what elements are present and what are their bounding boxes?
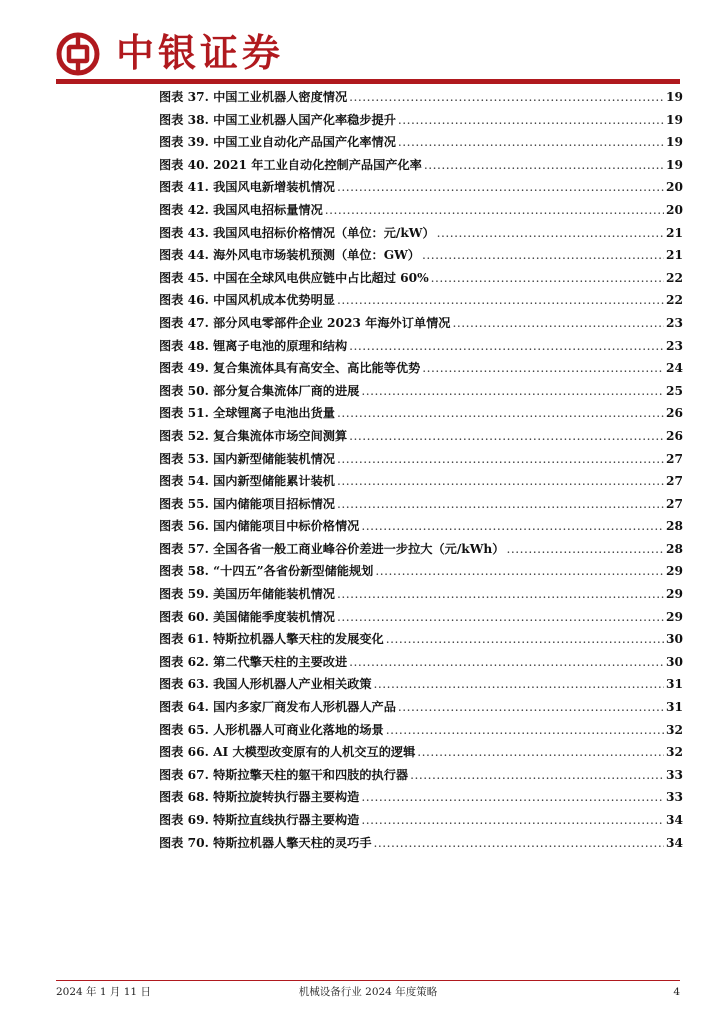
- figure-index-list: [159, 86, 683, 854]
- toc-entry[interactable]: [159, 651, 683, 674]
- footer-divider: [56, 980, 680, 981]
- toc-entry-label: 图表 40. 2021 年工业自动化控制产品国产化率: [159, 157, 422, 172]
- toc-entry-label: 图表 43. 我国风电招标价格情况（单位：元/kW）: [159, 225, 435, 240]
- toc-entry[interactable]: [159, 515, 683, 538]
- toc-entry-page: 22: [666, 270, 683, 285]
- toc-entry-label: 图表 38. 中国工业机器人国产化率稳步提升: [159, 112, 396, 127]
- footer-date: 2024 年 1 月 11 日: [56, 986, 151, 998]
- toc-dot-leader: [374, 673, 665, 696]
- toc-entry-label: 图表 65. 人形机器人可商业化落地的场景: [159, 722, 384, 737]
- toc-entry-label: 图表 42. 我国风电招标量情况: [159, 202, 323, 217]
- toc-entry-label: 图表 39. 中国工业自动化产品国产化率情况: [159, 135, 396, 150]
- toc-entry-page: 19: [666, 157, 683, 172]
- footer-report-title: 机械设备行业 2024 年度策略: [298, 986, 438, 998]
- toc-dot-leader: [422, 357, 664, 380]
- toc-entry-page: 29: [666, 564, 683, 579]
- toc-entry-label: 图表 53. 国内新型储能装机情况: [159, 451, 335, 466]
- toc-dot-leader: [361, 809, 664, 832]
- toc-entry-page: 26: [666, 428, 683, 443]
- toc-entry-page: 27: [666, 451, 683, 466]
- toc-entry-page: 24: [666, 361, 683, 376]
- toc-entry[interactable]: [159, 335, 683, 358]
- toc-entry-label: 图表 69. 特斯拉直线执行器主要构造: [159, 813, 360, 827]
- toc-dot-leader: [337, 493, 664, 516]
- toc-dot-leader: [398, 109, 664, 132]
- toc-dot-leader: [337, 176, 664, 199]
- toc-entry-label: 图表 68. 特斯拉旋转执行器主要构造: [159, 790, 360, 805]
- toc-entry[interactable]: [159, 696, 683, 719]
- toc-entry-page: 29: [666, 609, 683, 624]
- toc-entry-label: 图表 59. 美国历年储能装机情况: [159, 587, 335, 602]
- toc-dot-leader: [337, 606, 664, 629]
- toc-dot-leader: [417, 741, 664, 764]
- toc-dot-leader: [431, 267, 664, 290]
- toc-entry-label: 图表 70. 特斯拉机器人擎天柱的灵巧手: [159, 835, 372, 850]
- toc-entry-page: 34: [666, 835, 683, 850]
- toc-entry-label: 图表 62. 第二代擎天柱的主要改进: [159, 654, 348, 669]
- toc-entry-label: 图表 50. 部分复合集流体厂商的进展: [159, 383, 360, 398]
- toc-entry[interactable]: [159, 199, 683, 222]
- toc-entry[interactable]: [159, 470, 683, 493]
- toc-entry[interactable]: [159, 560, 683, 583]
- toc-entry-page: 23: [666, 338, 683, 353]
- toc-entry-label: 图表 48. 锂离子电池的原理和结构: [159, 338, 348, 353]
- toc-entry[interactable]: [159, 109, 683, 132]
- toc-entry-page: 29: [666, 587, 683, 602]
- toc-entry-label: 图表 44. 海外风电市场装机预测（单位：GW）: [159, 248, 420, 263]
- toc-entry[interactable]: [159, 267, 683, 290]
- toc-entry-label: 图表 58. “十四五”各省份新型储能规划: [159, 564, 374, 579]
- toc-entry-page: 21: [666, 248, 683, 263]
- toc-entry-label: 图表 57. 全国各省一般工商业峰谷价差进一步拉大（元/kWh）: [159, 541, 505, 556]
- toc-dot-leader: [374, 832, 665, 855]
- toc-dot-leader: [349, 335, 664, 358]
- toc-entry[interactable]: [159, 86, 683, 109]
- toc-dot-leader: [349, 651, 664, 674]
- toc-entry-page: 31: [666, 700, 683, 715]
- toc-entry[interactable]: [159, 131, 683, 154]
- toc-dot-leader: [361, 515, 664, 538]
- toc-dot-leader: [337, 470, 664, 493]
- toc-entry-page: 20: [666, 202, 683, 217]
- toc-dot-leader: [398, 696, 664, 719]
- toc-entry-label: 图表 56. 国内储能项目中标价格情况: [159, 519, 360, 534]
- toc-dot-leader: [386, 628, 664, 651]
- toc-entry[interactable]: [159, 244, 683, 267]
- footer-page-number: 4: [673, 986, 680, 998]
- toc-dot-leader: [375, 560, 664, 583]
- toc-entry[interactable]: [159, 380, 683, 403]
- toc-entry[interactable]: [159, 448, 683, 471]
- toc-dot-leader: [398, 131, 664, 154]
- toc-entry-page: 26: [666, 406, 683, 421]
- toc-entry-label: 图表 61. 特斯拉机器人擎天柱的发展变化: [159, 632, 384, 647]
- page-footer: [56, 984, 680, 1000]
- toc-entry-page: 23: [666, 315, 683, 330]
- toc-dot-leader: [349, 86, 664, 109]
- toc-entry-page: 19: [666, 135, 683, 150]
- toc-dot-leader: [424, 154, 664, 177]
- toc-entry[interactable]: [159, 832, 683, 855]
- toc-entry-page: 28: [666, 519, 683, 534]
- toc-entry-label: 图表 47. 部分风电零部件企业 2023 年海外订单情况: [159, 315, 451, 330]
- toc-entry[interactable]: [159, 176, 683, 199]
- toc-entry[interactable]: [159, 312, 683, 335]
- toc-entry-page: 32: [666, 722, 683, 737]
- toc-entry-label: 图表 55. 国内储能项目招标情况: [159, 496, 335, 511]
- toc-entry-page: 28: [666, 541, 683, 556]
- bank-of-china-logo-icon: [56, 32, 100, 76]
- toc-dot-leader: [337, 448, 664, 471]
- toc-entry-label: 图表 54. 国内新型储能累计装机: [159, 474, 335, 489]
- toc-entry-label: 图表 37. 中国工业机器人密度情况: [159, 90, 348, 104]
- toc-entry-label: 图表 49. 复合集流体具有高安全、高比能等优势: [159, 361, 421, 376]
- toc-dot-leader: [452, 312, 664, 335]
- toc-entry-label: 图表 45. 中国在全球风电供应链中占比超过 60%: [159, 270, 429, 285]
- toc-entry[interactable]: [159, 719, 683, 742]
- toc-dot-leader: [422, 244, 664, 267]
- toc-dot-leader: [337, 583, 664, 606]
- toc-entry[interactable]: [159, 583, 683, 606]
- toc-entry[interactable]: [159, 154, 683, 177]
- toc-dot-leader: [361, 380, 664, 403]
- toc-dot-leader: [386, 719, 664, 742]
- toc-entry[interactable]: [159, 222, 683, 245]
- toc-entry-page: 33: [666, 790, 683, 805]
- toc-entry-page: 30: [666, 632, 683, 647]
- toc-entry[interactable]: [159, 493, 683, 516]
- toc-dot-leader: [506, 538, 664, 561]
- toc-entry[interactable]: [159, 425, 683, 448]
- toc-dot-leader: [437, 222, 664, 245]
- toc-entry[interactable]: [159, 402, 683, 425]
- toc-dot-leader: [349, 425, 664, 448]
- toc-entry[interactable]: [159, 809, 683, 832]
- toc-entry-page: 19: [666, 90, 683, 104]
- toc-entry[interactable]: [159, 628, 683, 651]
- toc-entry-label: 图表 63. 我国人形机器人产业相关政策: [159, 677, 372, 692]
- toc-entry-page: 20: [666, 180, 683, 195]
- toc-dot-leader: [410, 764, 664, 787]
- toc-entry-label: 图表 41. 我国风电新增装机情况: [159, 180, 335, 195]
- toc-entry-page: 22: [666, 293, 683, 308]
- toc-entry[interactable]: [159, 606, 683, 629]
- toc-entry-page: 27: [666, 474, 683, 489]
- toc-entry-label: 图表 60. 美国储能季度装机情况: [159, 609, 335, 624]
- toc-entry[interactable]: [159, 538, 683, 561]
- toc-dot-leader: [325, 199, 664, 222]
- toc-entry-page: 33: [666, 767, 683, 782]
- toc-entry-page: 31: [666, 677, 683, 692]
- toc-dot-leader: [361, 786, 664, 809]
- toc-entry[interactable]: [159, 289, 683, 312]
- toc-entry-label: 图表 52. 复合集流体市场空间测算: [159, 428, 348, 443]
- toc-entry-page: 21: [666, 225, 683, 240]
- toc-dot-leader: [337, 402, 664, 425]
- toc-entry-label: 图表 66. AI 大模型改变原有的人机交互的逻辑: [159, 745, 416, 760]
- toc-entry-page: 19: [666, 112, 683, 127]
- toc-entry-page: 25: [666, 383, 683, 398]
- toc-entry[interactable]: [159, 764, 683, 787]
- toc-entry-label: 图表 51. 全球锂离子电池出货量: [159, 406, 335, 421]
- toc-entry-label: 图表 46. 中国风机成本优势明显: [159, 293, 335, 308]
- toc-entry[interactable]: [159, 673, 683, 696]
- toc-entry[interactable]: [159, 741, 683, 764]
- toc-entry[interactable]: [159, 786, 683, 809]
- toc-entry-page: 32: [666, 745, 683, 760]
- header-divider: [56, 79, 680, 84]
- toc-entry-page: 34: [666, 813, 683, 827]
- toc-entry-page: 30: [666, 654, 683, 669]
- toc-entry-label: 图表 67. 特斯拉擎天柱的躯干和四肢的执行器: [159, 767, 409, 782]
- brand-name: 中银证券: [116, 31, 285, 75]
- toc-entry[interactable]: [159, 357, 683, 380]
- page-header: [56, 26, 680, 82]
- toc-dot-leader: [337, 289, 664, 312]
- toc-entry-page: 27: [666, 496, 683, 511]
- toc-entry-label: 图表 64. 国内多家厂商发布人形机器人产品: [159, 700, 396, 715]
